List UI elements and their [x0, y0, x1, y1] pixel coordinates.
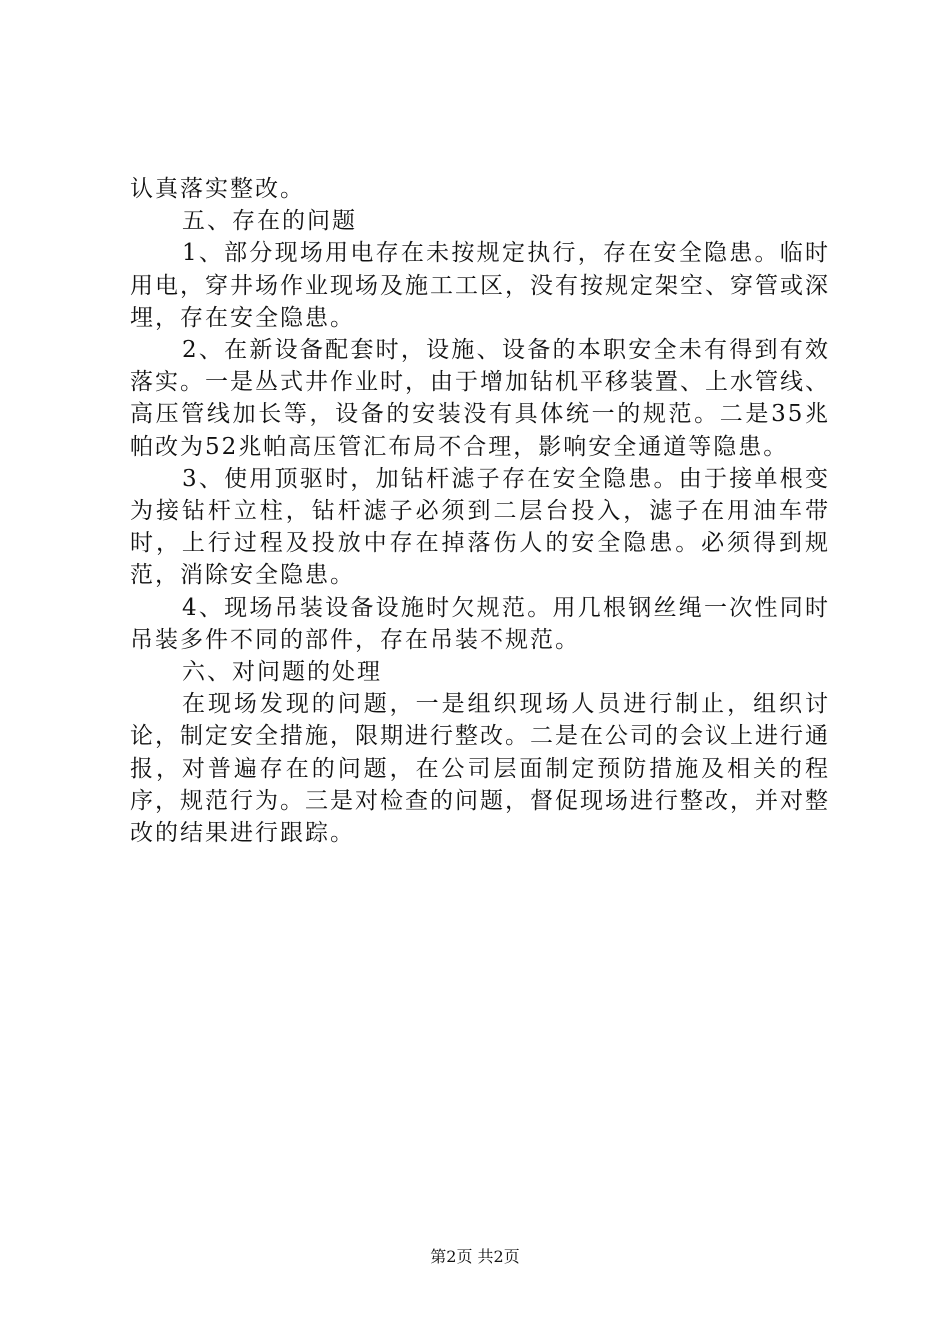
- paragraph-handling: 在现场发现的问题，一是组织现场人员进行制止，组织讨论，制定安全措施，限期进行整改。二是在公司的会议上进行通报，对普遍存在的问题，在公司层面制定预防措施及相关的程序，规范行为。三是对检查的问题，督促现场进行整改，并对整改的结果进行跟踪。: [130, 691, 830, 847]
- page-footer: [0, 1244, 950, 1267]
- section-heading-problems: 五、存在的问题: [182, 208, 357, 235]
- paragraph-problem-2: 2、在新设备配套时，设施、设备的本职安全未有得到有效落实。一是丛式井作业时，由于增加钻机平移装置、上水管线、高压管线加长等，设备的安装没有具体统一的规范。二是35兆帕改为52兆帕高压管汇布局不合理，影响安全通道等隐患。: [130, 337, 830, 460]
- paragraph-problem-4: 4、现场吊装设备设施时欠规范。用几根钢丝绳一次性同时吊装多件不同的部件，存在吊装不规范。: [130, 594, 830, 653]
- paragraph-problem-3: 3、使用顶驱时，加钻杆滤子存在安全隐患。由于接单根变为接钻杆立柱，钻杆滤子必须到二层台投入，滤子在用油车带时，上行过程及投放中存在掉落伤人的安全隐患。必须得到规范，消除安全隐患。: [130, 465, 830, 589]
- paragraph-problem-1: 1、部分现场用电存在未按规定执行，存在安全隐患。临时用电，穿井场作业现场及施工工区，没有按规定架空、穿管或深埋，存在安全隐患。: [130, 240, 830, 331]
- section-heading-handling: 六、对问题的处理: [182, 659, 382, 686]
- document-body: [130, 173, 830, 849]
- paragraph-continuation: 认真落实整改。: [130, 176, 305, 202]
- page-number-label: 第2页 共2页: [430, 1247, 520, 1266]
